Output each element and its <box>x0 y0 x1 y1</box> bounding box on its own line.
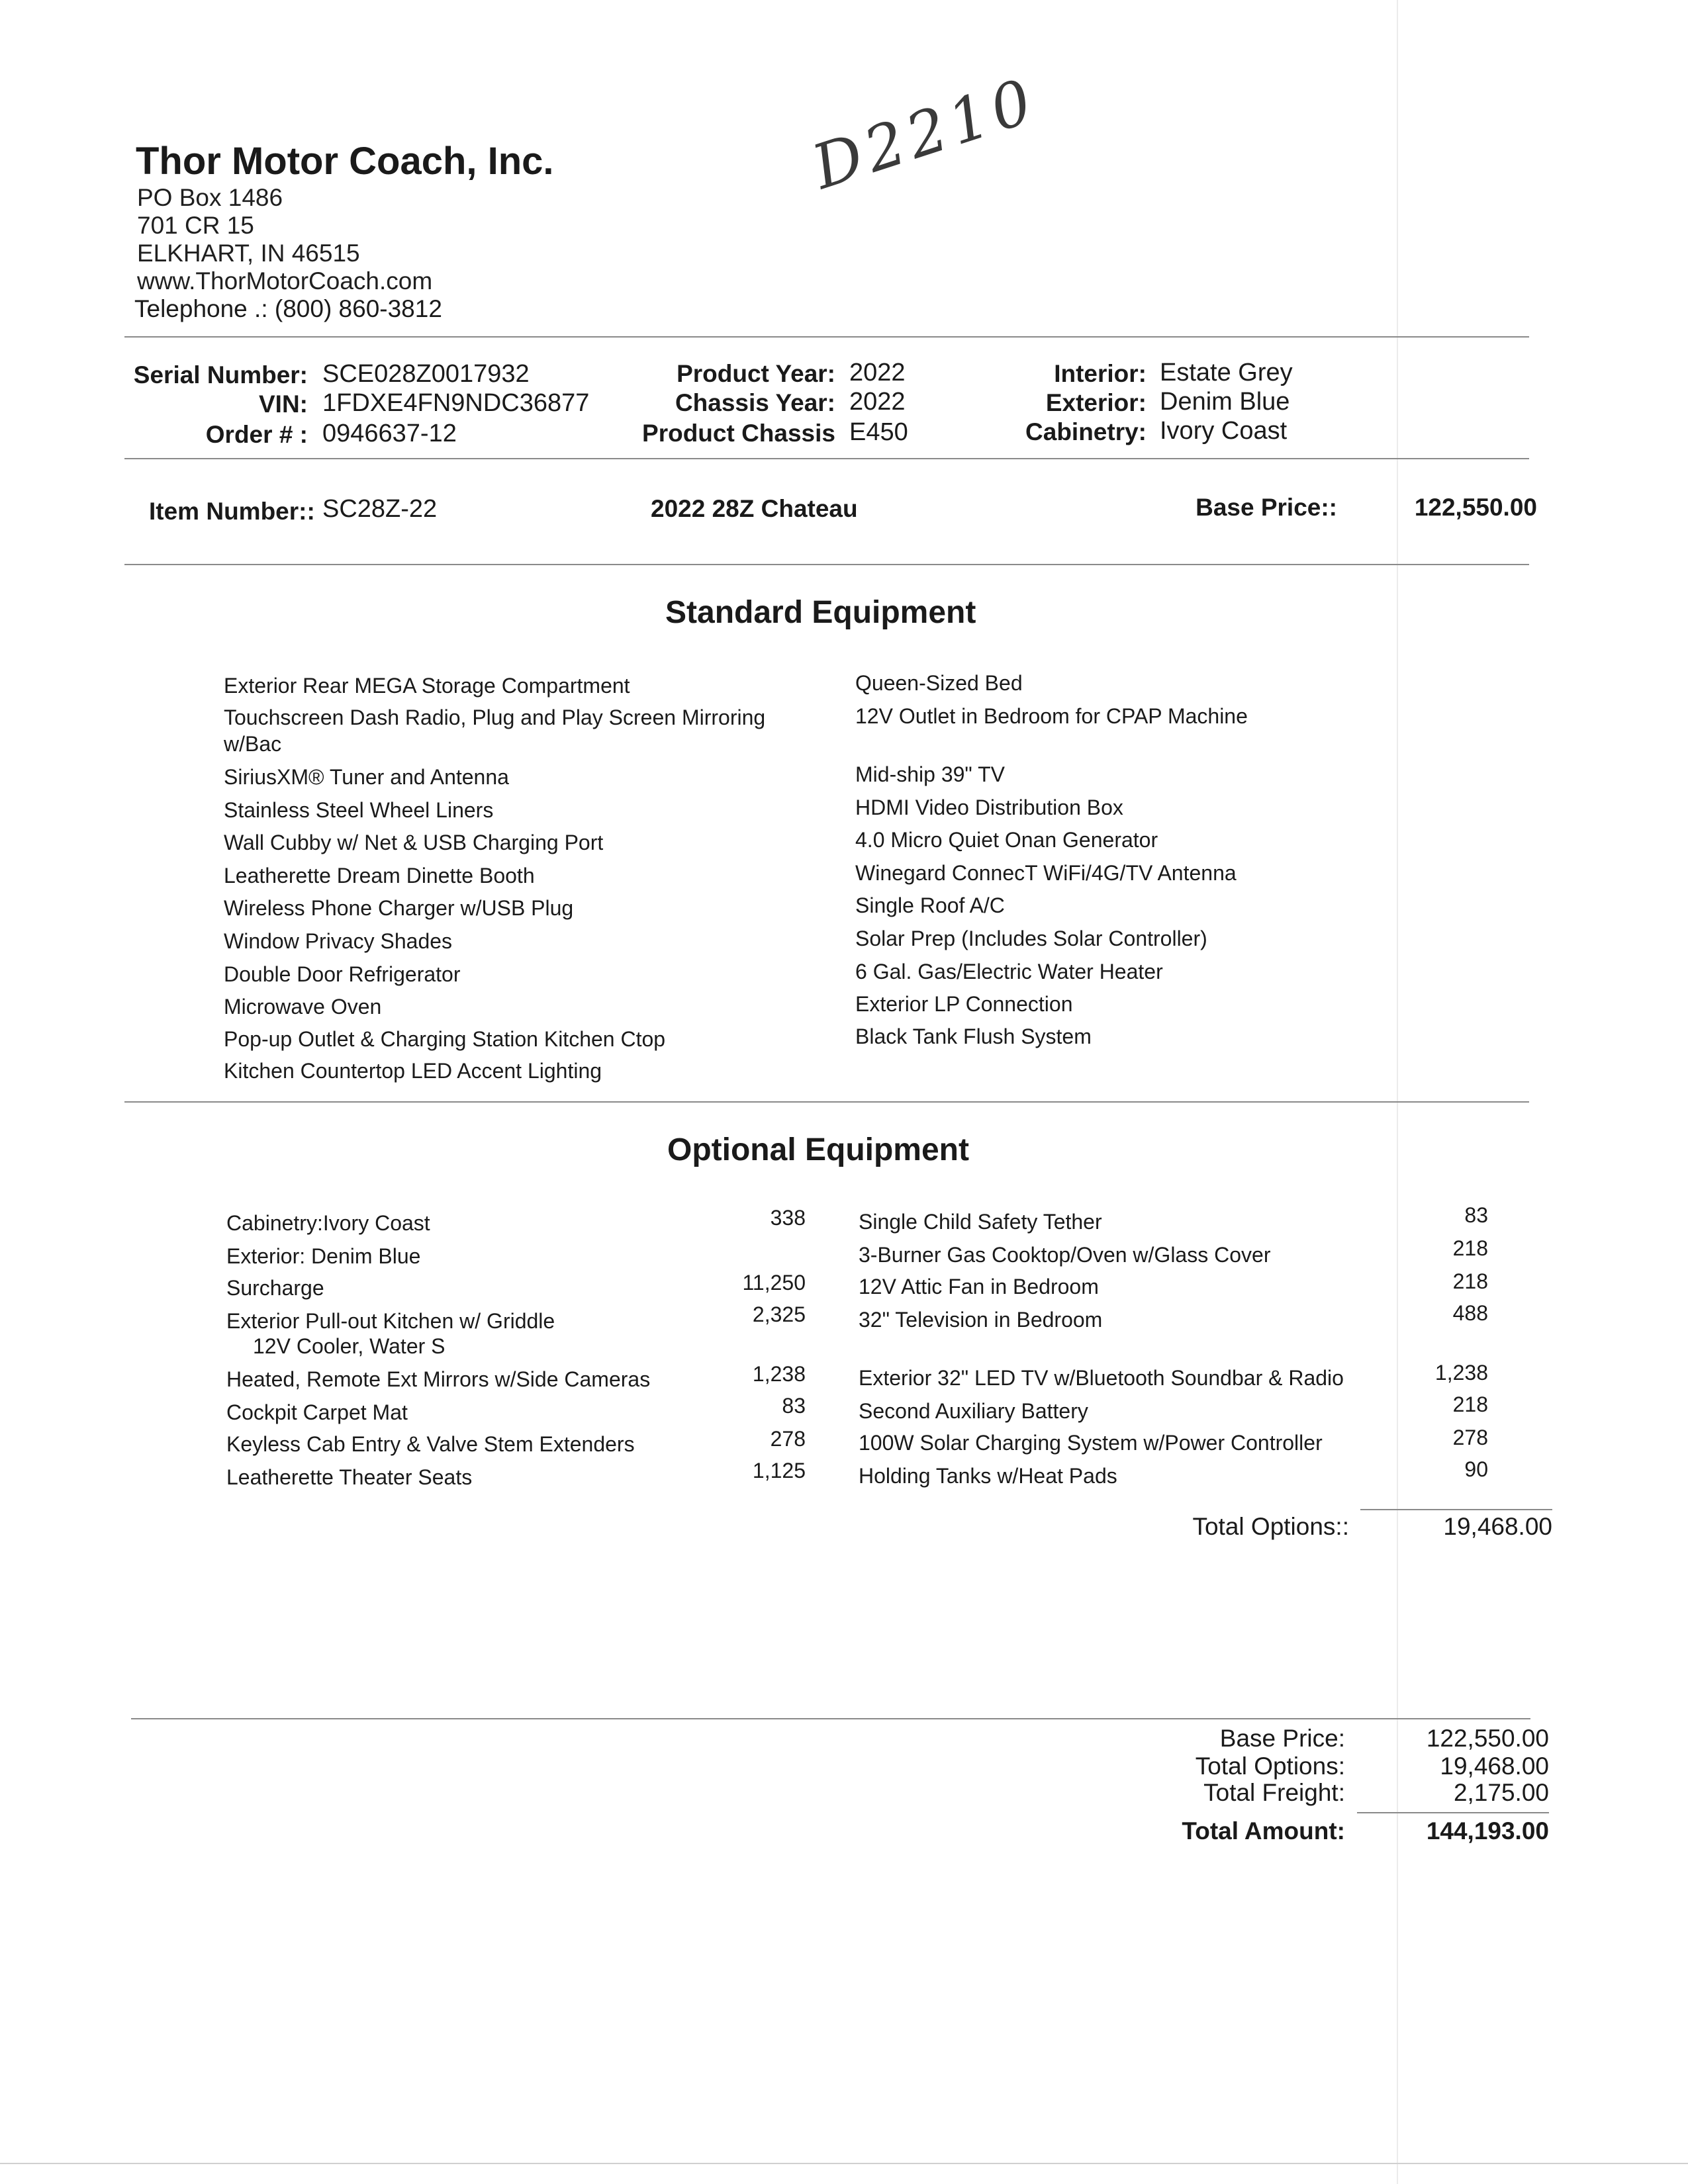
option-price: 2,325 <box>752 1302 806 1326</box>
option-name: 32" Television in Bedroom <box>859 1308 1103 1332</box>
option-price: 1,125 <box>752 1459 806 1482</box>
total-options-rule <box>1360 1509 1552 1510</box>
telephone-number: (800) 860-3812 <box>274 295 442 322</box>
option-price: 218 <box>1452 1269 1488 1293</box>
option-price: 83 <box>1464 1203 1488 1227</box>
standard-item: Single Roof A/C <box>855 893 1005 917</box>
option-name: Cockpit Carpet Mat <box>226 1400 408 1424</box>
standard-item: Pop-up Outlet & Charging Station Kitchen Ctop <box>224 1027 666 1051</box>
optional-equipment-title: Optional Equipment <box>667 1132 969 1167</box>
option-name-continued: 12V Cooler, Water S <box>253 1334 445 1358</box>
option-name: Surcharge <box>226 1276 324 1300</box>
standard-item: Touchscreen Dash Radio, Plug and Play Screen Mirroring <box>224 705 766 729</box>
summary-total-freight-label: Total Freight: <box>1203 1779 1345 1806</box>
summary-total-options-value: 19,468.00 <box>1440 1752 1549 1780</box>
option-price: 1,238 <box>752 1362 806 1386</box>
option-price: 1,238 <box>1434 1361 1488 1385</box>
option-name: Leatherette Theater Seats <box>226 1465 473 1489</box>
standard-item: Window Privacy Shades <box>224 929 453 953</box>
company-name: Thor Motor Coach, Inc. <box>136 140 554 183</box>
base-price-value: 122,550.00 <box>1414 494 1537 521</box>
vin-value: 1FDXE4FN9NDC36877 <box>322 389 590 417</box>
page-bottom-edge <box>0 2163 1688 2164</box>
summary-total-amount-label: Total Amount: <box>1182 1817 1345 1844</box>
option-name: Keyless Cab Entry & Valve Stem Extenders <box>226 1432 635 1456</box>
option-price: 488 <box>1452 1301 1488 1325</box>
option-name: Exterior Pull-out Kitchen w/ Griddle <box>226 1309 555 1333</box>
standard-item: Wall Cubby w/ Net & USB Charging Port <box>224 831 604 854</box>
telephone-row <box>134 295 442 323</box>
option-name: Holding Tanks w/Heat Pads <box>859 1464 1117 1488</box>
standard-item: Leatherette Dream Dinette Booth <box>224 864 535 887</box>
standard-item: Wireless Phone Charger w/USB Plug <box>224 896 574 920</box>
standard-equipment-title: Standard Equipment <box>665 595 976 630</box>
summary-base-price-label: Base Price: <box>1219 1725 1345 1752</box>
summary-total-options-label: Total Options: <box>1195 1752 1345 1780</box>
standard-item: Mid-ship 39" TV <box>855 762 1005 786</box>
divider <box>124 458 1529 459</box>
standard-item: 12V Outlet in Bedroom for CPAP Machine <box>855 704 1248 728</box>
option-price: 11,250 <box>742 1271 806 1295</box>
standard-item: Microwave Oven <box>224 995 382 1019</box>
vin-label: VIN: <box>259 390 308 418</box>
option-name: 12V Attic Fan in Bedroom <box>859 1275 1099 1298</box>
summary-total-amount-value: 144,193.00 <box>1426 1817 1549 1844</box>
option-price: 83 <box>782 1394 806 1418</box>
standard-item: Exterior Rear MEGA Storage Compartment <box>224 674 630 698</box>
option-name: Cabinetry:Ivory Coast <box>226 1211 430 1235</box>
standard-item: Black Tank Flush System <box>855 1024 1092 1048</box>
standard-item: Winegard ConnecT WiFi/4G/TV Antenna <box>855 861 1237 885</box>
option-price: 338 <box>770 1206 806 1230</box>
address-line-3: ELKHART, IN 46515 <box>137 240 360 267</box>
option-name: Heated, Remote Ext Mirrors w/Side Cameras <box>226 1367 651 1391</box>
product-year-value: 2022 <box>849 359 906 387</box>
chassis-year-value: 2022 <box>849 388 906 416</box>
standard-item: 6 Gal. Gas/Electric Water Heater <box>855 960 1163 983</box>
total-options-label: Total Options:: <box>1192 1513 1349 1540</box>
standard-item: HDMI Video Distribution Box <box>855 796 1123 819</box>
standard-item: Double Door Refrigerator <box>224 962 461 986</box>
option-name: 100W Solar Charging System w/Power Controller <box>859 1431 1323 1455</box>
standard-item: Solar Prep (Includes Solar Controller) <box>855 927 1207 950</box>
option-price: 278 <box>770 1427 806 1451</box>
address-line-2: 701 CR 15 <box>137 212 254 239</box>
divider <box>124 564 1529 565</box>
option-name: Exterior: Denim Blue <box>226 1244 421 1268</box>
total-options-value: 19,468.00 <box>1443 1513 1552 1540</box>
standard-item: w/Bac <box>224 732 282 756</box>
divider <box>124 336 1529 338</box>
option-price: 218 <box>1452 1392 1488 1416</box>
base-price-label: Base Price:: <box>1196 494 1337 521</box>
interior-label: Interior: <box>1054 360 1147 387</box>
exterior-label: Exterior: <box>1045 389 1147 416</box>
option-price: 218 <box>1452 1236 1488 1260</box>
interior-value: Estate Grey <box>1160 359 1293 387</box>
order-value: 0946637-12 <box>322 420 457 447</box>
standard-item: Queen-Sized Bed <box>855 671 1023 695</box>
option-name: 3-Burner Gas Cooktop/Oven w/Glass Cover <box>859 1243 1271 1267</box>
standard-item: SiriusXM® Tuner and Antenna <box>224 765 509 789</box>
summary-total-freight-value: 2,175.00 <box>1453 1779 1549 1806</box>
company-website: www.ThorMotorCoach.com <box>137 267 433 295</box>
option-price: 90 <box>1464 1457 1488 1481</box>
serial-label: Serial Number: <box>133 361 308 388</box>
chassis-year-label: Chassis Year: <box>675 389 835 416</box>
divider <box>124 1101 1529 1103</box>
standard-item: Kitchen Countertop LED Accent Lighting <box>224 1059 602 1083</box>
product-chassis-value: E450 <box>849 418 908 446</box>
option-name: Second Auxiliary Battery <box>859 1399 1088 1423</box>
item-number-label: Item Number:: <box>149 498 315 525</box>
order-label: Order # : <box>205 421 308 448</box>
product-chassis-label: Product Chassis <box>642 420 835 447</box>
telephone-label: Telephone .: <box>134 295 268 322</box>
standard-item: Stainless Steel Wheel Liners <box>224 798 494 822</box>
cabinetry-value: Ivory Coast <box>1160 417 1288 445</box>
standard-item: Exterior LP Connection <box>855 992 1073 1016</box>
divider <box>131 1718 1530 1719</box>
option-name: Exterior 32" LED TV w/Bluetooth Soundbar & Radio <box>859 1366 1344 1390</box>
serial-value: SCE028Z0017932 <box>322 360 530 388</box>
cabinetry-label: Cabinetry: <box>1025 418 1147 445</box>
product-year-label: Product Year: <box>677 360 835 387</box>
address-line-1: PO Box 1486 <box>137 184 283 211</box>
summary-base-price-value: 122,550.00 <box>1426 1725 1549 1752</box>
option-price: 278 <box>1452 1426 1488 1449</box>
standard-item: 4.0 Micro Quiet Onan Generator <box>855 828 1158 852</box>
item-number-value: SC28Z-22 <box>322 495 438 523</box>
exterior-value: Denim Blue <box>1160 388 1290 416</box>
option-name: Single Child Safety Tether <box>859 1210 1102 1234</box>
page-edge-line <box>1397 0 1398 2184</box>
model-name: 2022 28Z Chateau <box>651 495 858 522</box>
handwritten-note: D2210 <box>804 64 1045 203</box>
total-amount-rule <box>1357 1812 1549 1813</box>
